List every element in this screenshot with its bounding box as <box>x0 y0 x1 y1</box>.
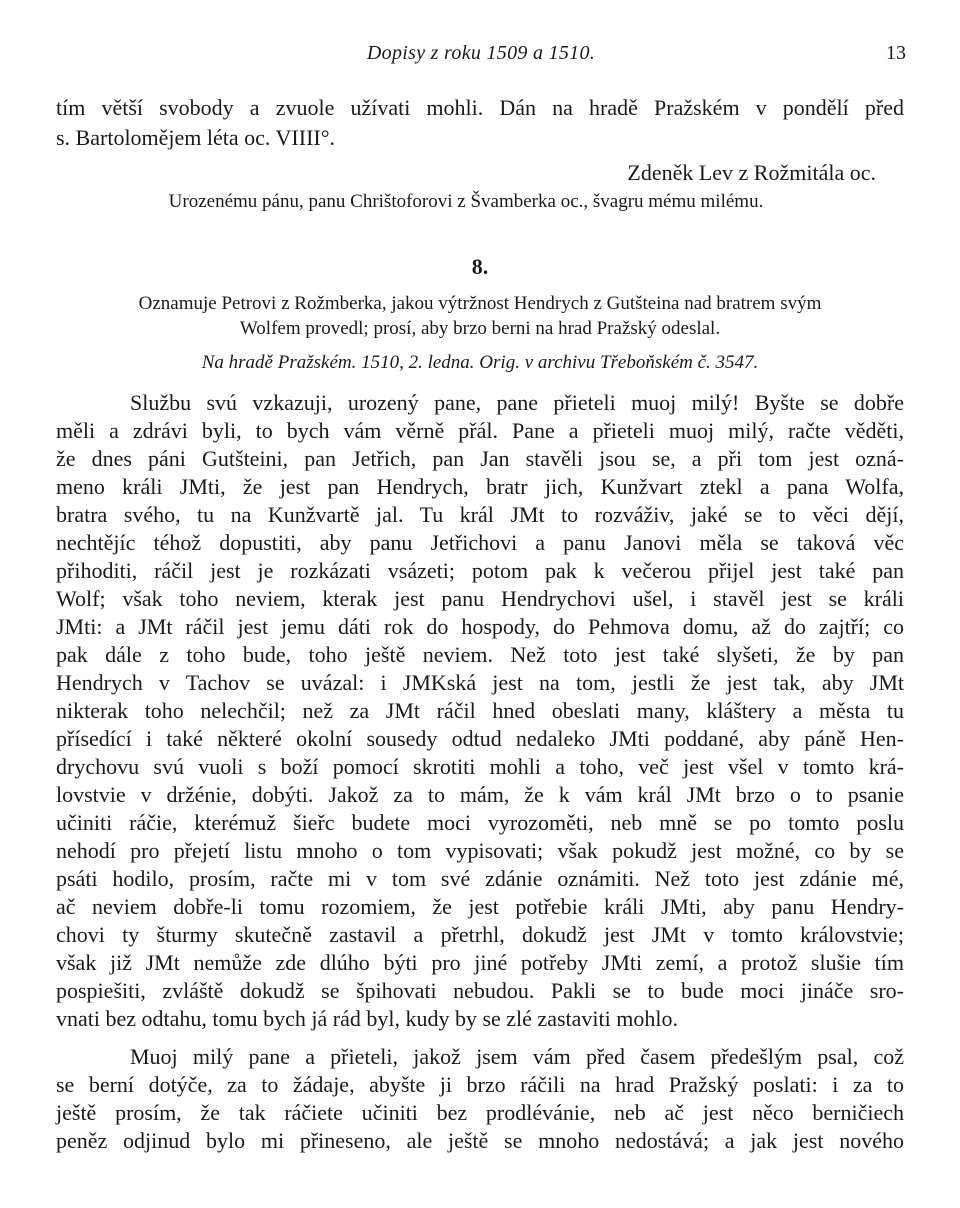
paragraph-line: nikterak toho nelechčil; než za JMt ráčil hned obeslati many, kláštery a města tu <box>56 698 904 723</box>
paragraph-line: že dnes páni Gutšteini, pan Jetřich, pan Jan stavěli jsou se, a při tom jest ozná- <box>56 446 904 471</box>
running-title: Dopisy z roku 1509 a 1510. <box>366 42 596 64</box>
previous-letter-line: s. Bartolomějem léta oc. VIIII°. <box>56 125 336 150</box>
paragraph-line: pak dále z toho bude, toho ještě neviem. Než toto jest také slyšeti, že by pan <box>56 642 904 667</box>
paragraph-line: JMti: a JMt ráčil jest jemu dáti rok do hospody, do Pehmova domu, až do zajtří; co <box>56 614 904 639</box>
paragraph-line: Službu svú vzkazuji, urozený pane, pane přieteli muoj milý! Byšte se dobře <box>130 390 904 415</box>
paragraph-line: učiniti ráčie, kterémuž šieřc budete moci vyrozoměti, neb mně se po tomto poslu <box>56 810 904 835</box>
paragraph-line: ač neviem dobře-li tomu rozomiem, že jest potřebie králi JMti, aby panu Hendry- <box>56 894 904 919</box>
paragraph-line: bratra svého, tu na Kunžvartě jal. Tu král JMt to rozváživ, jaké se to věci dějí, <box>56 502 904 527</box>
paragraph-line: drychovu svú vuoli s boží pomocí skrotiti mohli a toho, več jest všel v tomto krá- <box>56 754 904 779</box>
page-header <box>56 42 906 72</box>
archival-source: Na hradě Pražském. 1510, 2. ledna. Orig. v archivu Třeboňském č. 3547. <box>201 352 759 373</box>
paragraph-line: psáti hodilo, prosím, račte mi v tom své zdánie oznámiti. Než toto jest zdánie mé, <box>56 866 904 891</box>
paragraph-line: nechtějíc téhož dopustiti, aby panu Jetřichovi a panu Janovi měla se taková věc <box>56 530 904 555</box>
paragraph-line: se berní dotýče, za to žádaje, abyšte ji brzo ráčili na hrad Pražský poslati: i za to <box>56 1072 904 1097</box>
paragraph-line: ještě prosím, že tak ráčiete učiniti bez prodlévánie, neb ač jest něco berničiech <box>56 1100 904 1125</box>
paragraph-line: pospiešiti, zvláště dokudž se špihovati nebudou. Pakli se to bude moci jináče sro- <box>56 978 904 1003</box>
paragraph-line: měli a zdrávi byli, to bych vám věrně přál. Pane a přieteli muoj milý, račte věděti, <box>56 418 904 443</box>
paragraph-line: přihoditi, ráčil jest je rozkázati vsázeti; potom pak k večerou přijel jest také pan <box>56 558 904 583</box>
paragraph-line: chovi ty šturmy skutečně zastavil a přetrhl, dokudž jest JMt v tomto královstvie; <box>56 922 904 947</box>
paragraph-line: Wolf; však toho neviem, kterak jest panu Hendrychovi ušel, i stavěl jest se králi <box>56 586 904 611</box>
signature: Zdeněk Lev z Rožmitála oc. <box>627 160 876 185</box>
paragraph-line: nehodí pro přejetí listu mnoho o tom vypisovati; však pokudž jest možné, co by se <box>56 838 904 863</box>
paragraph-line: vnati bez odtahu, tomu bych já rád byl, kudy by se zlé zastaviti mohlo. <box>56 1006 678 1031</box>
paragraph-line: lovstvie v držénie, dobýti. Jakož za to mám, že k vám král JMt brzo o to psanie <box>56 782 904 807</box>
paragraph-line: meno králi JMti, že jest pan Hendrych, bratr jich, Kunžvart ztekl a pana Wolfa, <box>56 474 904 499</box>
paragraph-line: však již JMt nemůže zde dlúho býti pro jiné potřeby JMti zemí, a protož slušie tím <box>56 950 904 975</box>
letter-summary-line: Wolfem provedl; prosí, aby brzo berni na hrad Pražský odeslal. <box>239 318 721 339</box>
letter-number: 8. <box>471 254 489 279</box>
paragraph-line: Muoj milý pane a přieteli, jakož jsem vám před časem předešlým psal, což <box>130 1044 904 1069</box>
address-line: Urozenému pánu, panu Chrištoforovi z Švamberka oc., švagru mému milému. <box>168 191 764 212</box>
previous-letter-line: tím větší svobody a zvuole užívati mohli. Dán na hradě Pražském v pondělí před <box>56 95 904 120</box>
paragraph-line: Hendrych v Tachov se uvázal: i JMKská jest na tom, jestli že jest tak, aby JMt <box>56 670 904 695</box>
paragraph-line: přísedící i také některé okolní sousedy odtud nedaleko JMti poddané, aby páně Hen- <box>56 726 904 751</box>
page-number: 13 <box>886 42 906 64</box>
letter-summary-line: Oznamuje Petrovi z Rožmberka, jakou výtržnost Hendrych z Gutšteina nad bratrem svým <box>138 293 822 314</box>
paragraph-line: peněz odjinud bylo mi přineseno, ale ještě se mnoho nedostává; a jak jest nového <box>56 1128 904 1153</box>
